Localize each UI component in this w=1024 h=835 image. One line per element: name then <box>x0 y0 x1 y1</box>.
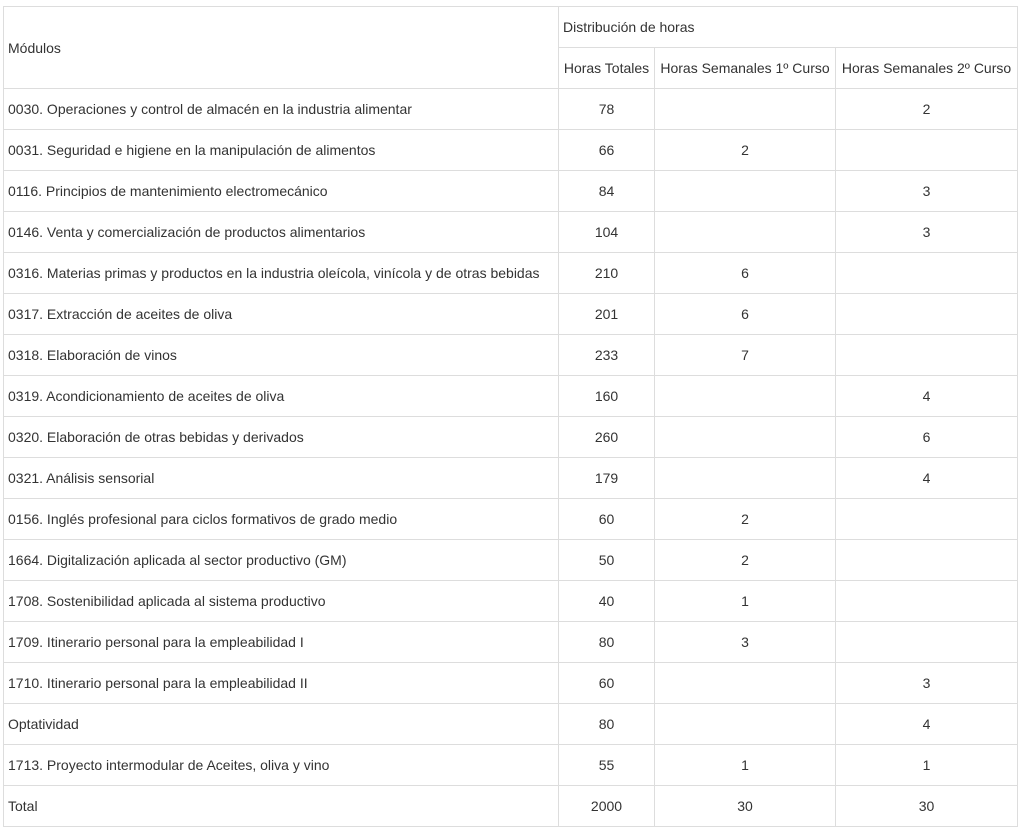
module-name-cell: 0320. Elaboración de otras bebidas y derivados <box>4 417 559 458</box>
module-name-cell: 0030. Operaciones y control de almacén en la industria alimentar <box>4 89 559 130</box>
horas-totales-cell: 55 <box>559 745 655 786</box>
semanales-1-cell <box>655 171 836 212</box>
semanales-1-cell: 30 <box>655 786 836 827</box>
semanales-2-cell <box>836 581 1018 622</box>
table-row <box>4 130 1018 171</box>
modules-hours-table <box>3 6 1018 827</box>
horas-totales-cell: 80 <box>559 622 655 663</box>
semanales-2-cell <box>836 130 1018 171</box>
semanales-2-cell <box>836 335 1018 376</box>
horas-totales-cell: 210 <box>559 253 655 294</box>
semanales-2-cell: 2 <box>836 89 1018 130</box>
header-horas-totales: Horas Totales <box>559 48 655 89</box>
semanales-2-cell: 3 <box>836 663 1018 704</box>
table-row <box>4 171 1018 212</box>
semanales-2-cell <box>836 622 1018 663</box>
semanales-2-cell <box>836 253 1018 294</box>
horas-totales-cell: 260 <box>559 417 655 458</box>
header-semanales-2: Horas Semanales 2º Curso <box>836 48 1018 89</box>
table-row <box>4 212 1018 253</box>
semanales-2-cell: 3 <box>836 212 1018 253</box>
table-row <box>4 745 1018 786</box>
semanales-2-cell: 4 <box>836 458 1018 499</box>
table-row <box>4 335 1018 376</box>
semanales-1-cell: 2 <box>655 130 836 171</box>
semanales-1-cell <box>655 89 836 130</box>
horas-totales-cell: 80 <box>559 704 655 745</box>
horas-totales-cell: 78 <box>559 89 655 130</box>
horas-totales-cell: 50 <box>559 540 655 581</box>
module-name-cell: 0318. Elaboración de vinos <box>4 335 559 376</box>
semanales-1-cell: 7 <box>655 335 836 376</box>
table-row <box>4 376 1018 417</box>
semanales-2-cell: 4 <box>836 704 1018 745</box>
table-row <box>4 253 1018 294</box>
total-row <box>4 786 1018 827</box>
module-name-cell: 0317. Extracción de aceites de oliva <box>4 294 559 335</box>
semanales-2-cell: 3 <box>836 171 1018 212</box>
horas-totales-cell: 160 <box>559 376 655 417</box>
semanales-1-cell <box>655 376 836 417</box>
semanales-1-cell <box>655 458 836 499</box>
semanales-1-cell: 2 <box>655 499 836 540</box>
header-distribucion-horas: Distribución de horas <box>559 7 1018 48</box>
module-name-cell: 0319. Acondicionamiento de aceites de oliva <box>4 376 559 417</box>
module-name-cell: 0321. Análisis sensorial <box>4 458 559 499</box>
semanales-2-cell <box>836 499 1018 540</box>
horas-totales-cell: 233 <box>559 335 655 376</box>
semanales-2-cell: 30 <box>836 786 1018 827</box>
semanales-1-cell: 6 <box>655 294 836 335</box>
module-name-cell: Optatividad <box>4 704 559 745</box>
semanales-1-cell: 1 <box>655 745 836 786</box>
module-name-cell: 0116. Principios de mantenimiento electromecánico <box>4 171 559 212</box>
semanales-2-cell: 1 <box>836 745 1018 786</box>
horas-totales-cell: 40 <box>559 581 655 622</box>
table-row <box>4 663 1018 704</box>
semanales-2-cell: 4 <box>836 376 1018 417</box>
table-row <box>4 622 1018 663</box>
table-row <box>4 581 1018 622</box>
module-name-cell: 1710. Itinerario personal para la empleabilidad II <box>4 663 559 704</box>
semanales-1-cell: 1 <box>655 581 836 622</box>
header-row-top <box>4 7 1018 48</box>
module-name-cell: 0146. Venta y comercialización de productos alimentarios <box>4 212 559 253</box>
header-modulos: Módulos <box>4 7 559 89</box>
header-semanales-1: Horas Semanales 1º Curso <box>655 48 836 89</box>
table-row <box>4 704 1018 745</box>
horas-totales-cell: 60 <box>559 499 655 540</box>
horas-totales-cell: 201 <box>559 294 655 335</box>
module-name-cell: 0316. Materias primas y productos en la industria oleícola, vinícola y de otras bebidas <box>4 253 559 294</box>
semanales-1-cell <box>655 704 836 745</box>
semanales-2-cell: 6 <box>836 417 1018 458</box>
module-name-cell: 1664. Digitalización aplicada al sector productivo (GM) <box>4 540 559 581</box>
semanales-2-cell <box>836 540 1018 581</box>
table-row <box>4 540 1018 581</box>
horas-totales-cell: 104 <box>559 212 655 253</box>
table-row <box>4 499 1018 540</box>
module-name-cell: 1709. Itinerario personal para la empleabilidad I <box>4 622 559 663</box>
semanales-2-cell <box>836 294 1018 335</box>
table-row <box>4 458 1018 499</box>
table-header <box>4 7 1018 89</box>
module-name-cell: 0031. Seguridad e higiene en la manipulación de alimentos <box>4 130 559 171</box>
horas-totales-cell: 2000 <box>559 786 655 827</box>
module-name-cell: 1713. Proyecto intermodular de Aceites, oliva y vino <box>4 745 559 786</box>
module-name-cell: 1708. Sostenibilidad aplicada al sistema productivo <box>4 581 559 622</box>
horas-totales-cell: 84 <box>559 171 655 212</box>
semanales-1-cell: 2 <box>655 540 836 581</box>
module-name-cell: 0156. Inglés profesional para ciclos formativos de grado medio <box>4 499 559 540</box>
horas-totales-cell: 66 <box>559 130 655 171</box>
semanales-1-cell: 6 <box>655 253 836 294</box>
horas-totales-cell: 60 <box>559 663 655 704</box>
table-row <box>4 417 1018 458</box>
semanales-1-cell: 3 <box>655 622 836 663</box>
table-row <box>4 89 1018 130</box>
module-name-cell: Total <box>4 786 559 827</box>
horas-totales-cell: 179 <box>559 458 655 499</box>
semanales-1-cell <box>655 663 836 704</box>
table-row <box>4 294 1018 335</box>
table-body <box>4 89 1018 827</box>
semanales-1-cell <box>655 417 836 458</box>
semanales-1-cell <box>655 212 836 253</box>
